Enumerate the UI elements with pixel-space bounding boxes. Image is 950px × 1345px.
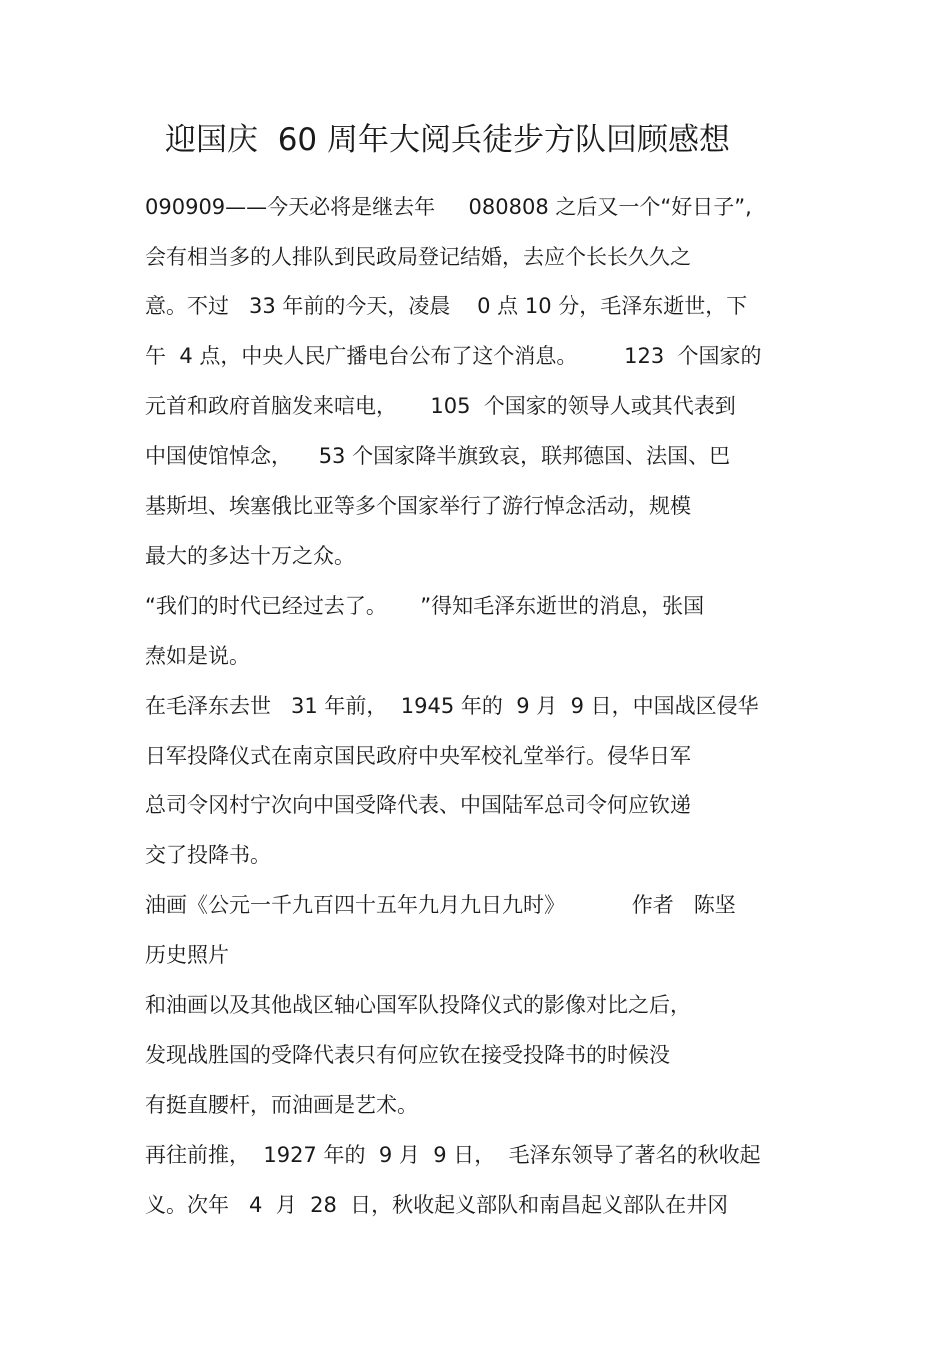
body-line: 历史照片: [145, 943, 229, 967]
body-line: 会有相当多的人排队到民政局登记结婚，去应个长长久久之: [145, 245, 691, 269]
body-line: 元首和政府首脑发来唁电， 105 个国家的领导人或其代表到: [145, 394, 736, 418]
body-line: 总司令冈村宁次向中国受降代表、中国陆军总司令何应钦递: [145, 793, 691, 817]
body-line: 油画《公元一千九百四十五年九月九日九时》 作者 陈坚: [145, 893, 736, 917]
body-line: 意。不过 33 年前的今天，凌晨 0 点 10 分，毛泽东逝世，下: [145, 294, 748, 318]
page-title: 迎国庆 60 周年大阅兵徒步方队回顾感想: [165, 122, 731, 158]
body-line: 090909——今天必将是继去年 080808 之后又一个“好日子”,: [145, 195, 752, 219]
body-line: 基斯坦、埃塞俄比亚等多个国家举行了游行悼念活动，规模: [145, 494, 691, 518]
body-line: 最大的多达十万之众。: [145, 544, 355, 568]
body-line: 交了投降书。: [145, 843, 271, 867]
body-line: 有挺直腰杆，而油画是艺术。: [145, 1093, 418, 1117]
body-line: 和油画以及其他战区轴心国军队投降仪式的影像对比之后，: [145, 993, 691, 1017]
body-line: 午 4 点，中央人民广播电台公布了这个消息。 123 个国家的: [145, 344, 762, 368]
body-line: 义。次年 4 月 28 日，秋收起义部队和南昌起义部队在井冈: [145, 1193, 729, 1217]
body-line: 焘如是说。: [145, 644, 250, 668]
body-line: 再往前推， 1927 年的 9 月 9 日， 毛泽东领导了著名的秋收起: [145, 1143, 761, 1167]
body-line: 中国使馆悼念， 53 个国家降半旗致哀，联邦德国、法国、巴: [145, 444, 731, 468]
body-line: 发现战胜国的受降代表只有何应钦在接受投降书的时候没: [145, 1043, 670, 1067]
body-line: 日军投降仪式在南京国民政府中央军校礼堂举行。侵华日军: [145, 744, 691, 768]
body-line: “我们的时代已经过去了。 ”得知毛泽东逝世的消息，张国: [145, 594, 705, 618]
body-line: 在毛泽东去世 31 年前， 1945 年的 9 月 9 日，中国战区侵华: [145, 694, 759, 718]
